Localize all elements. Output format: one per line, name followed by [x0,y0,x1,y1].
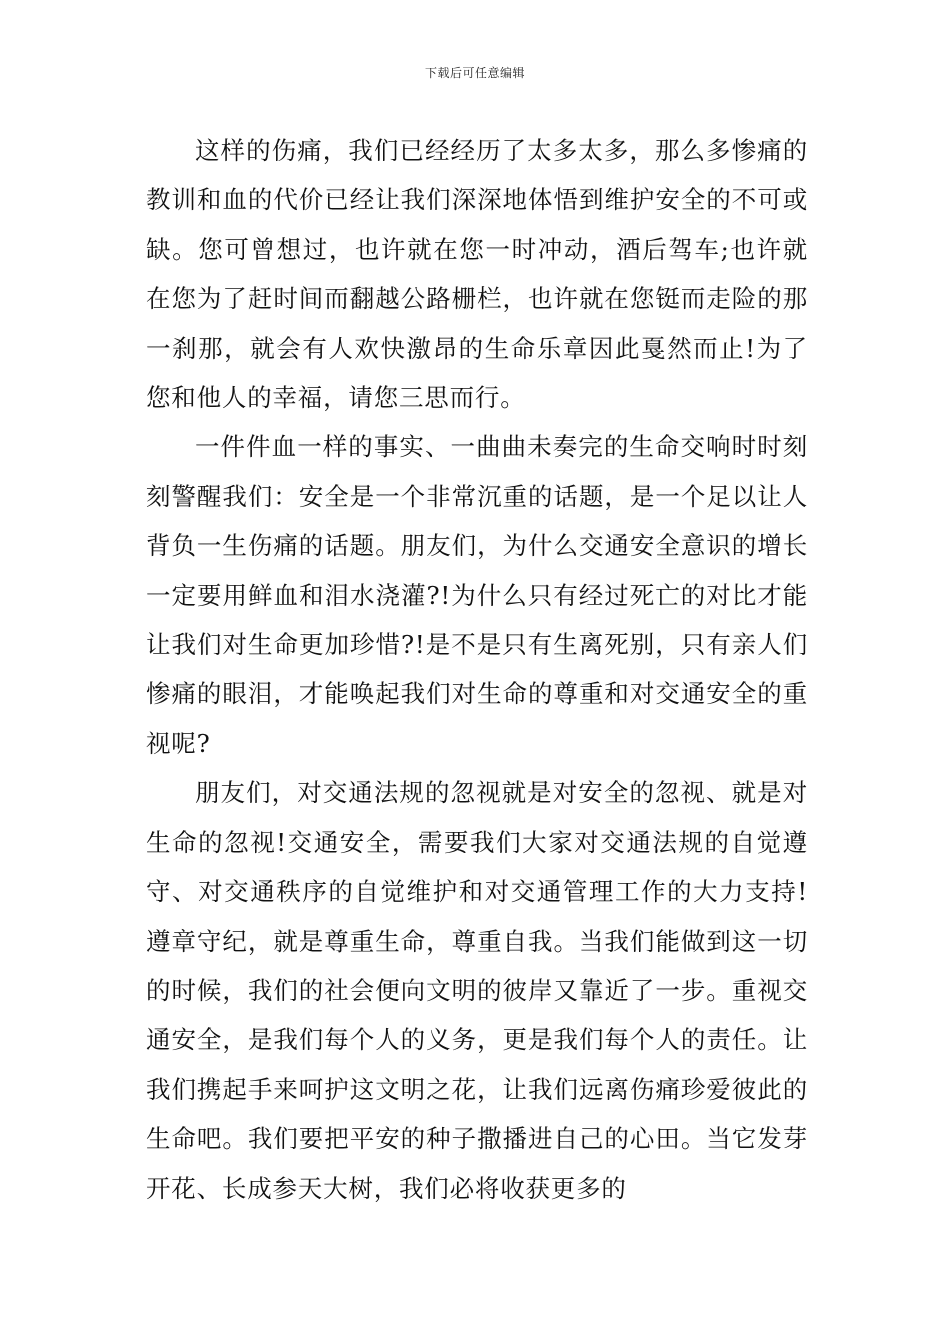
paragraph: 这样的伤痛，我们已经经历了太多太多，那么多惨痛的教训和血的代价已经让我们深深地体悟到维护安全的不可或缺。您可曾想过，也许就在您一时冲动，酒后驾车;也许就在您为了赶时间而翻越公路栅栏，也许就在您铤而走险的那一刹那，就会有人欢快激昂的生命乐章因此戛然而止!为了您和他人的幸福，请您三思而行。 [146,136,808,413]
document-body [146,126,808,1213]
page-header: 下载后可任意编辑 [424,66,525,80]
paragraph: 一件件血一样的事实、一曲曲未奏完的生命交响时时刻刻警醒我们：安全是一个非常沉重的话题，是一个足以让人背负一生伤痛的话题。朋友们，为什么交通安全意识的增长一定要用鲜血和泪水浇灌?!为什么只有经过死亡的对比才能让我们对生命更加珍惜?!是不是只有生离死别，只有亲人们惨痛的眼泪，才能唤起我们对生命的尊重和对交通安全的重视呢? [146,432,808,758]
paragraph: 朋友们，对交通法规的忽视就是对安全的忽视、就是对生命的忽视!交通安全，需要我们大家对交通法规的自觉遵守、对交通秩序的自觉维护和对交通管理工作的大力支持!遵章守纪，就是尊重生命，尊重自我。当我们能做到这一切的时候，我们的社会便向文明的彼岸又靠近了一步。重视交通安全，是我们每个人的义务，更是我们每个人的责任。让我们携起手来呵护这文明之花，让我们远离伤痛珍爱彼此的生命吧。我们要把平安的种子撒播进自己的心田。当它发芽开花、长成参天大树，我们必将收获更多的 [146,778,808,1203]
